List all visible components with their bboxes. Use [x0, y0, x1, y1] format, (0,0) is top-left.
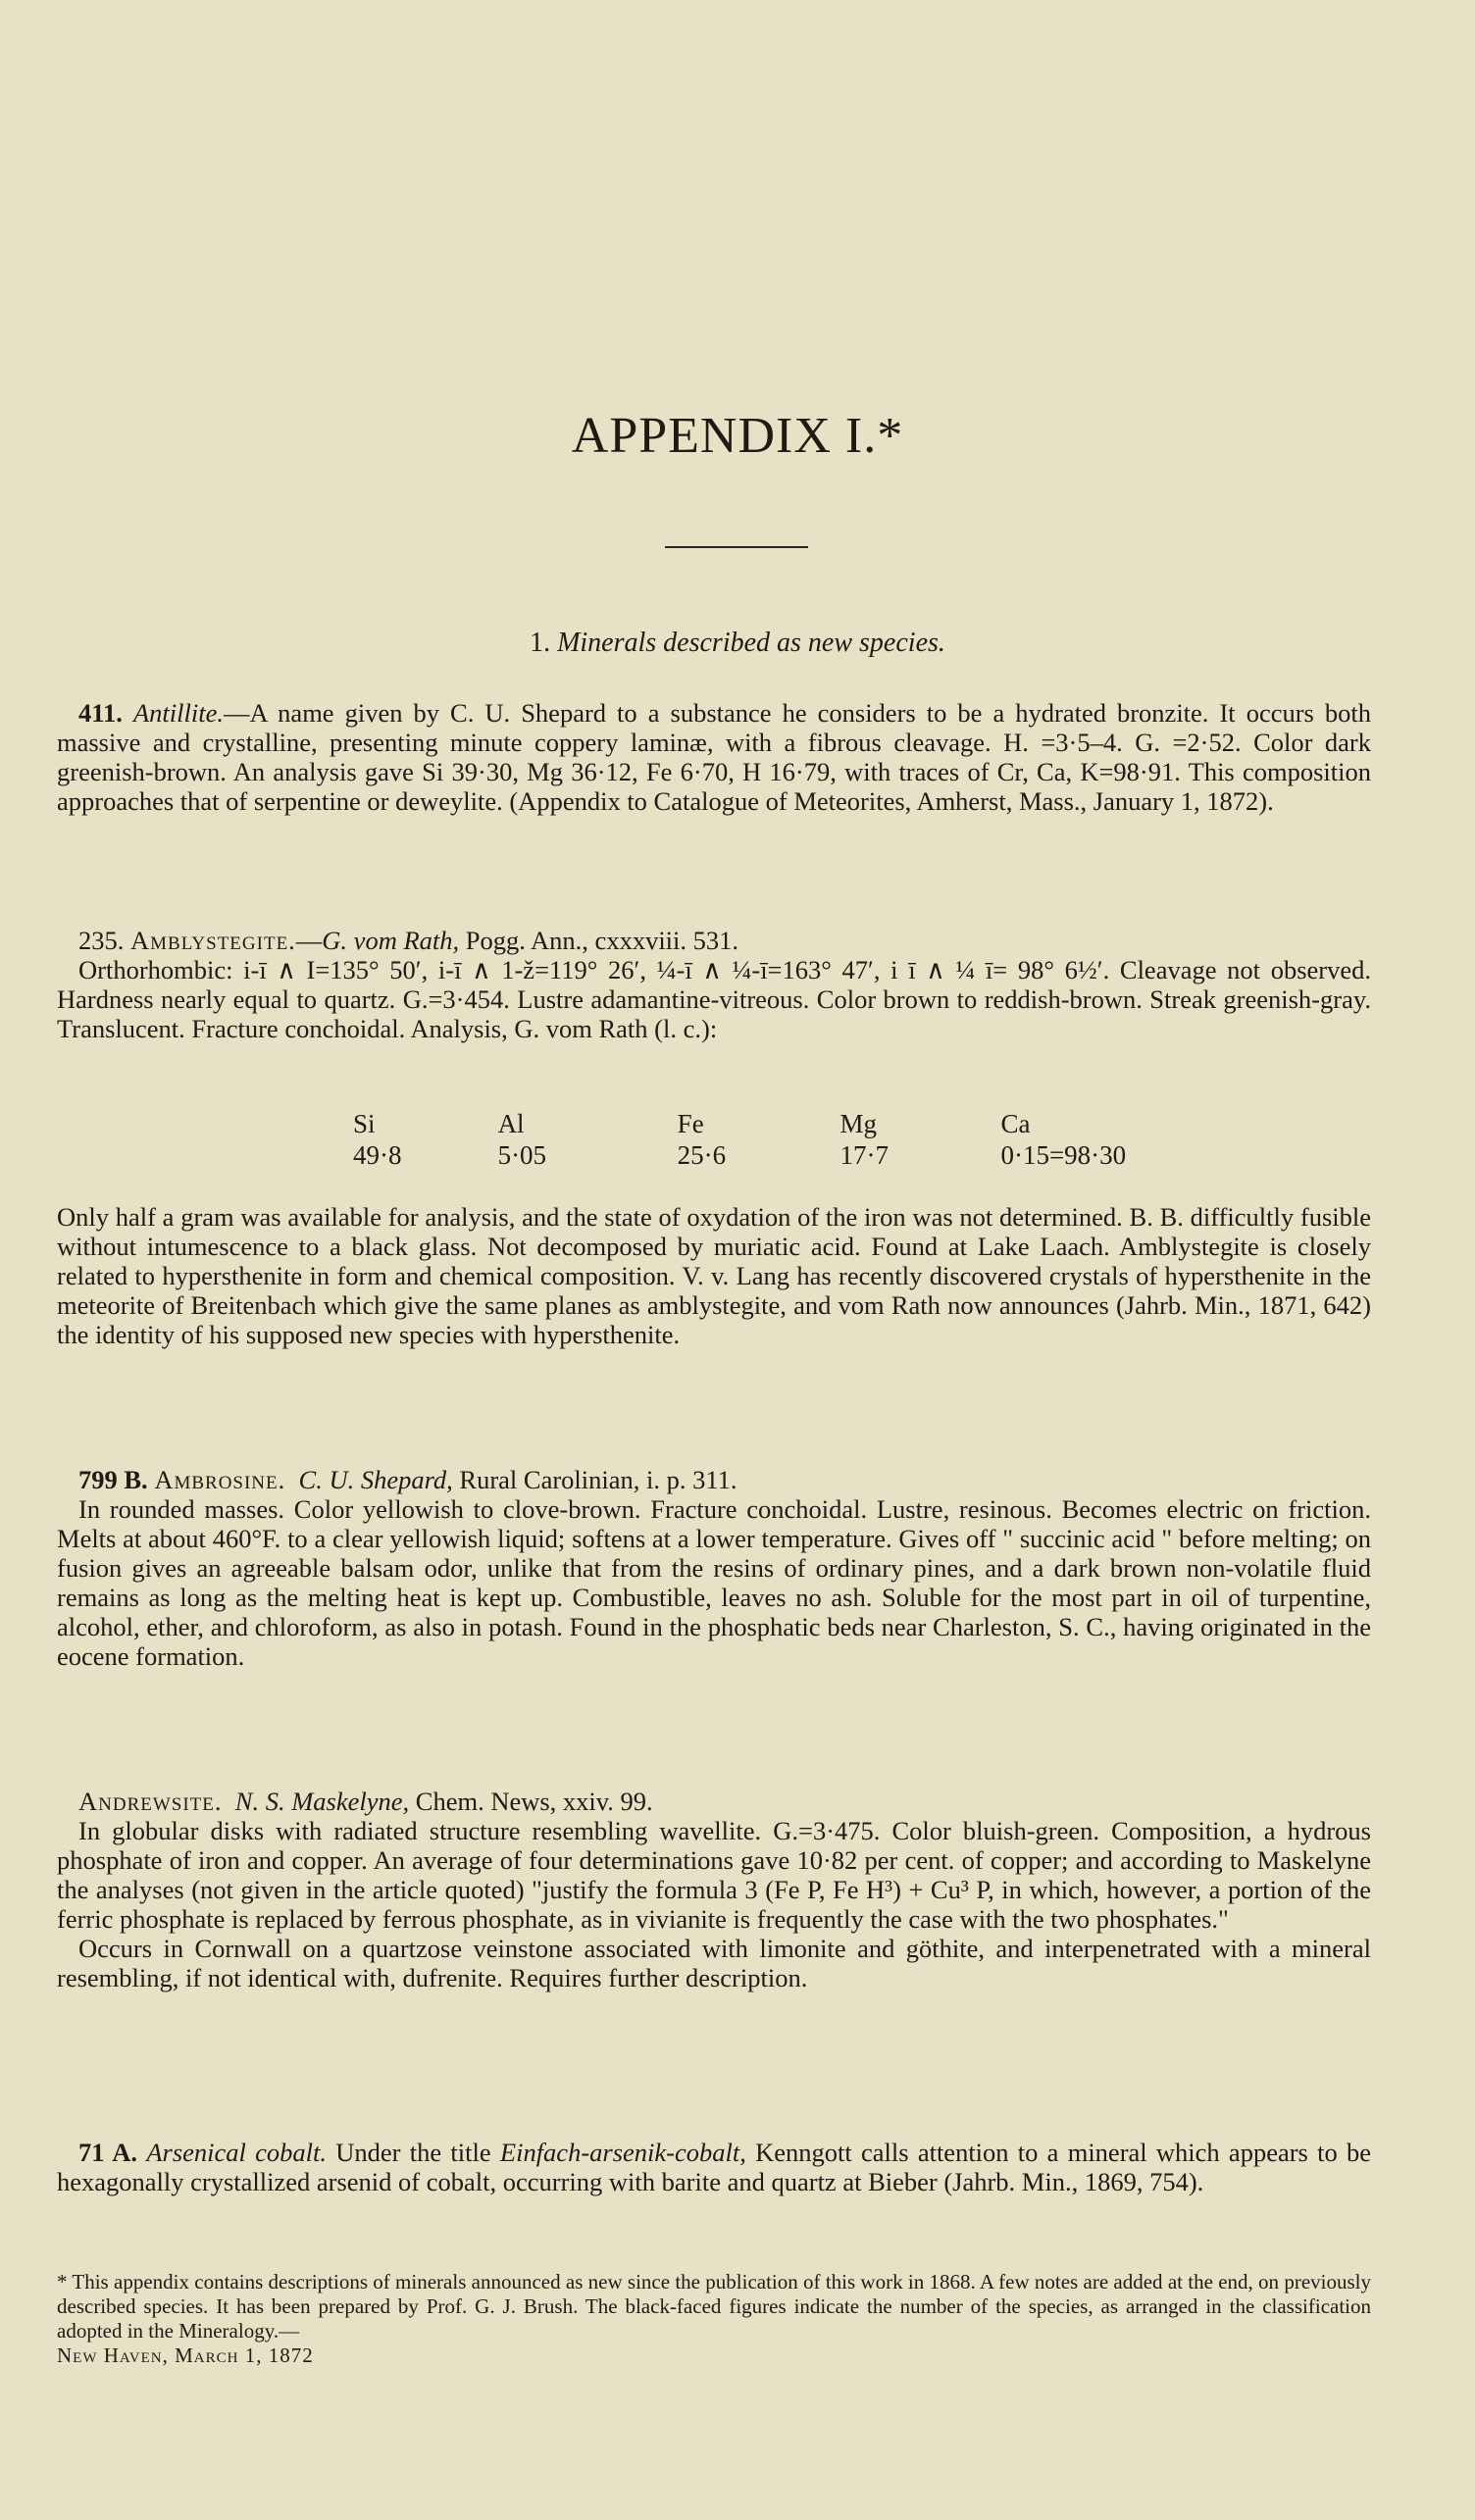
entry-andrewsite [57, 1787, 1371, 1992]
andrewsite-description: In globular disks with radiated structure resembling wavellite. G.=3·475. Color bluish-green. Composition, a hydrous phosphate of iron and copper. An average of four determinations gave 10·82 per cent. of copper; and according to Maskelyne the analyses (not given in the article quoted) "justify the formula 3 (Fe P, Fe H³) + Cu³ P, in which, however, a portion of the ferric phosphate is replaced by ferrous phosphate, as in vivianite is frequently the case with the two phosphates." [57, 1816, 1371, 1934]
species-number: 411. [78, 698, 123, 728]
species-author: C. U. Shepard, [298, 1465, 453, 1494]
species-name: Ambrosine. [154, 1465, 286, 1494]
analysis-header: Ca [1000, 1109, 1031, 1138]
section-number: 1. [530, 628, 551, 658]
analysis-header: Fe [677, 1109, 704, 1138]
species-description: —A name given by C. U. Shepard to a substance he considers to be a hydrated bronzite. It occurs both massive and crystalline, presenting minute coppery laminæ, with a fibrous cleavage. H. =3·5–4. G. =2·52. Color dark greenish-brown. An analysis gave Si 39·30, Mg 36·12, Fe 6·70, H 16·79, with traces of Cr, Ca, K=98·91. This composition approaches that of serpentine or deweylite. (Appendix to Catalogue of Meteorites, Amherst, Mass., January 1, 1872). [57, 698, 1372, 816]
species-number: 235. [78, 926, 125, 955]
amblystegite-heading: 235. Amblystegite.—G. vom Rath, Pogg. Ann., cxxxviii. 531. [78, 926, 739, 955]
species-name: Arsenical cobalt. [146, 2138, 328, 2167]
analysis-value: 5·05 [497, 1140, 547, 1170]
entry-antillite [57, 698, 1371, 816]
species-author: G. vom Rath, [322, 926, 460, 955]
amblystegite-notes [57, 1202, 1371, 1349]
ambrosine-description: In rounded masses. Color yellowish to clove-brown. Fracture conchoidal. Lustre, resinous. Becomes electric on friction. Melts at about 460°F. to a clear yellowish liquid; softens at a lower temperature. Gives off " succinic acid " before melting; on fusion gives an agreeable balsam odor, unlike that from the resins of ordinary pines, and a dark brown non-volatile fluid remains as long as the melting heat is kept up. Combustible, leaves no ash. Soluble for the most part in oil of turpentine, alcohol, ether, and chloroform, as also in potash. Found in the phosphatic beds near Charleston, S. C., having originated in the eocene formation. [57, 1494, 1371, 1671]
analysis-value-row [324, 1139, 1206, 1171]
species-number: 799 B. [78, 1465, 148, 1494]
analysis-table [324, 1108, 1206, 1171]
section-heading [0, 628, 1475, 659]
entry-ambrosine [57, 1465, 1371, 1671]
analysis-value: 17·7 [839, 1140, 889, 1170]
species-author: N. S. Maskelyne, [234, 1787, 410, 1816]
species-reference: Chem. News, xxiv. 99. [415, 1787, 653, 1816]
species-reference: Pogg. Ann., cxxxviii. 531. [465, 926, 739, 955]
species-name: Andrewsite. [78, 1787, 223, 1816]
species-name: Amblystegite. [130, 926, 296, 955]
footnote-text: * This appendix contains descriptions of minerals announced as new since the publication of this work in 1868. A few notes are added at the end, on previously described species. It has been prepared by Prof. G. J. Brush. The black-faced figures indicate the number of the species, as arranged in the classification adopted in the Mineralogy.— [57, 2270, 1371, 2343]
analysis-value: 0·15=98·30 [1000, 1140, 1127, 1170]
entry-arsenical-cobalt [57, 2138, 1371, 2196]
antillite-paragraph [57, 698, 1371, 816]
amblystegite-description: Orthorhombic: i-ī ∧ I=135° 50′, i-ī ∧ 1-ž=119° 26′, ¼-ī ∧ ¼-ī=163° 47′, i ī ∧ ¼ ī= 98° 6½′. Cleavage not observed. Hardness nearly equal to quartz. G.=3·454. Lustre adamantine-vitreous. Color brown to reddish-brown. Streak greenish-gray. Translucent. Fracture conchoidal. Analysis, G. vom Rath (l. c.): [57, 955, 1371, 1043]
page-title: APPENDIX I.* [571, 408, 904, 464]
german-name: Einfach-arsenik-cobalt, [499, 2138, 746, 2167]
analysis-value: 49·8 [353, 1140, 402, 1170]
analysis-header: Al [497, 1109, 525, 1138]
species-name: Antillite. [132, 698, 224, 728]
analysis-header: Mg [839, 1109, 877, 1138]
entry-amblystegite [57, 926, 1371, 1043]
analysis-header-row [324, 1108, 1206, 1139]
analysis-header: Si [353, 1109, 376, 1138]
species-reference: Rural Carolinian, i. p. 311. [459, 1465, 738, 1494]
section-title: Minerals described as new species. [557, 628, 945, 658]
footnote [57, 2270, 1371, 2368]
andrewsite-occurrence: Occurs in Cornwall on a quartzose veinstone associated with limonite and göthite, and interpenetrated with a mineral resembling, if not identical with, dufrenite. Requires further description. [57, 1934, 1371, 1992]
species-number: 71 A. [78, 2138, 138, 2167]
species-description: Kenngott calls attention to a mineral which appears to be hexagonally crystallized arsenid of cobalt, occurring with barite and quartz at Bieber (Jahrb. Min., 1869, 754). [57, 2138, 1371, 2196]
arsenical-paragraph [57, 2138, 1371, 2196]
amblystegite-notes-text: Only half a gram was available for analysis, and the state of oxydation of the iron was not determined. B. B. difficultly fusible without intumescence to a black glass. Not decomposed by muriatic acid. Found at Lake Laach. Amblystegite is closely related to hypersthenite in form and chemical composition. V. v. Lang has recently discovered crystals of hypersthenite in the meteorite of Breitenbach which give the same planes as amblystegite, and vom Rath now announces (Jahrb. Min., 1871, 642) the identity of his supposed new species with hypersthenite. [57, 1202, 1371, 1349]
lead-text: Under the title [335, 2138, 491, 2167]
footnote-signature: New Haven, March 1, 1872 [57, 2344, 314, 2367]
andrewsite-heading [57, 1787, 1371, 1816]
title-divider [665, 546, 808, 548]
ambrosine-heading [57, 1465, 1371, 1494]
analysis-value: 25·6 [677, 1140, 727, 1170]
